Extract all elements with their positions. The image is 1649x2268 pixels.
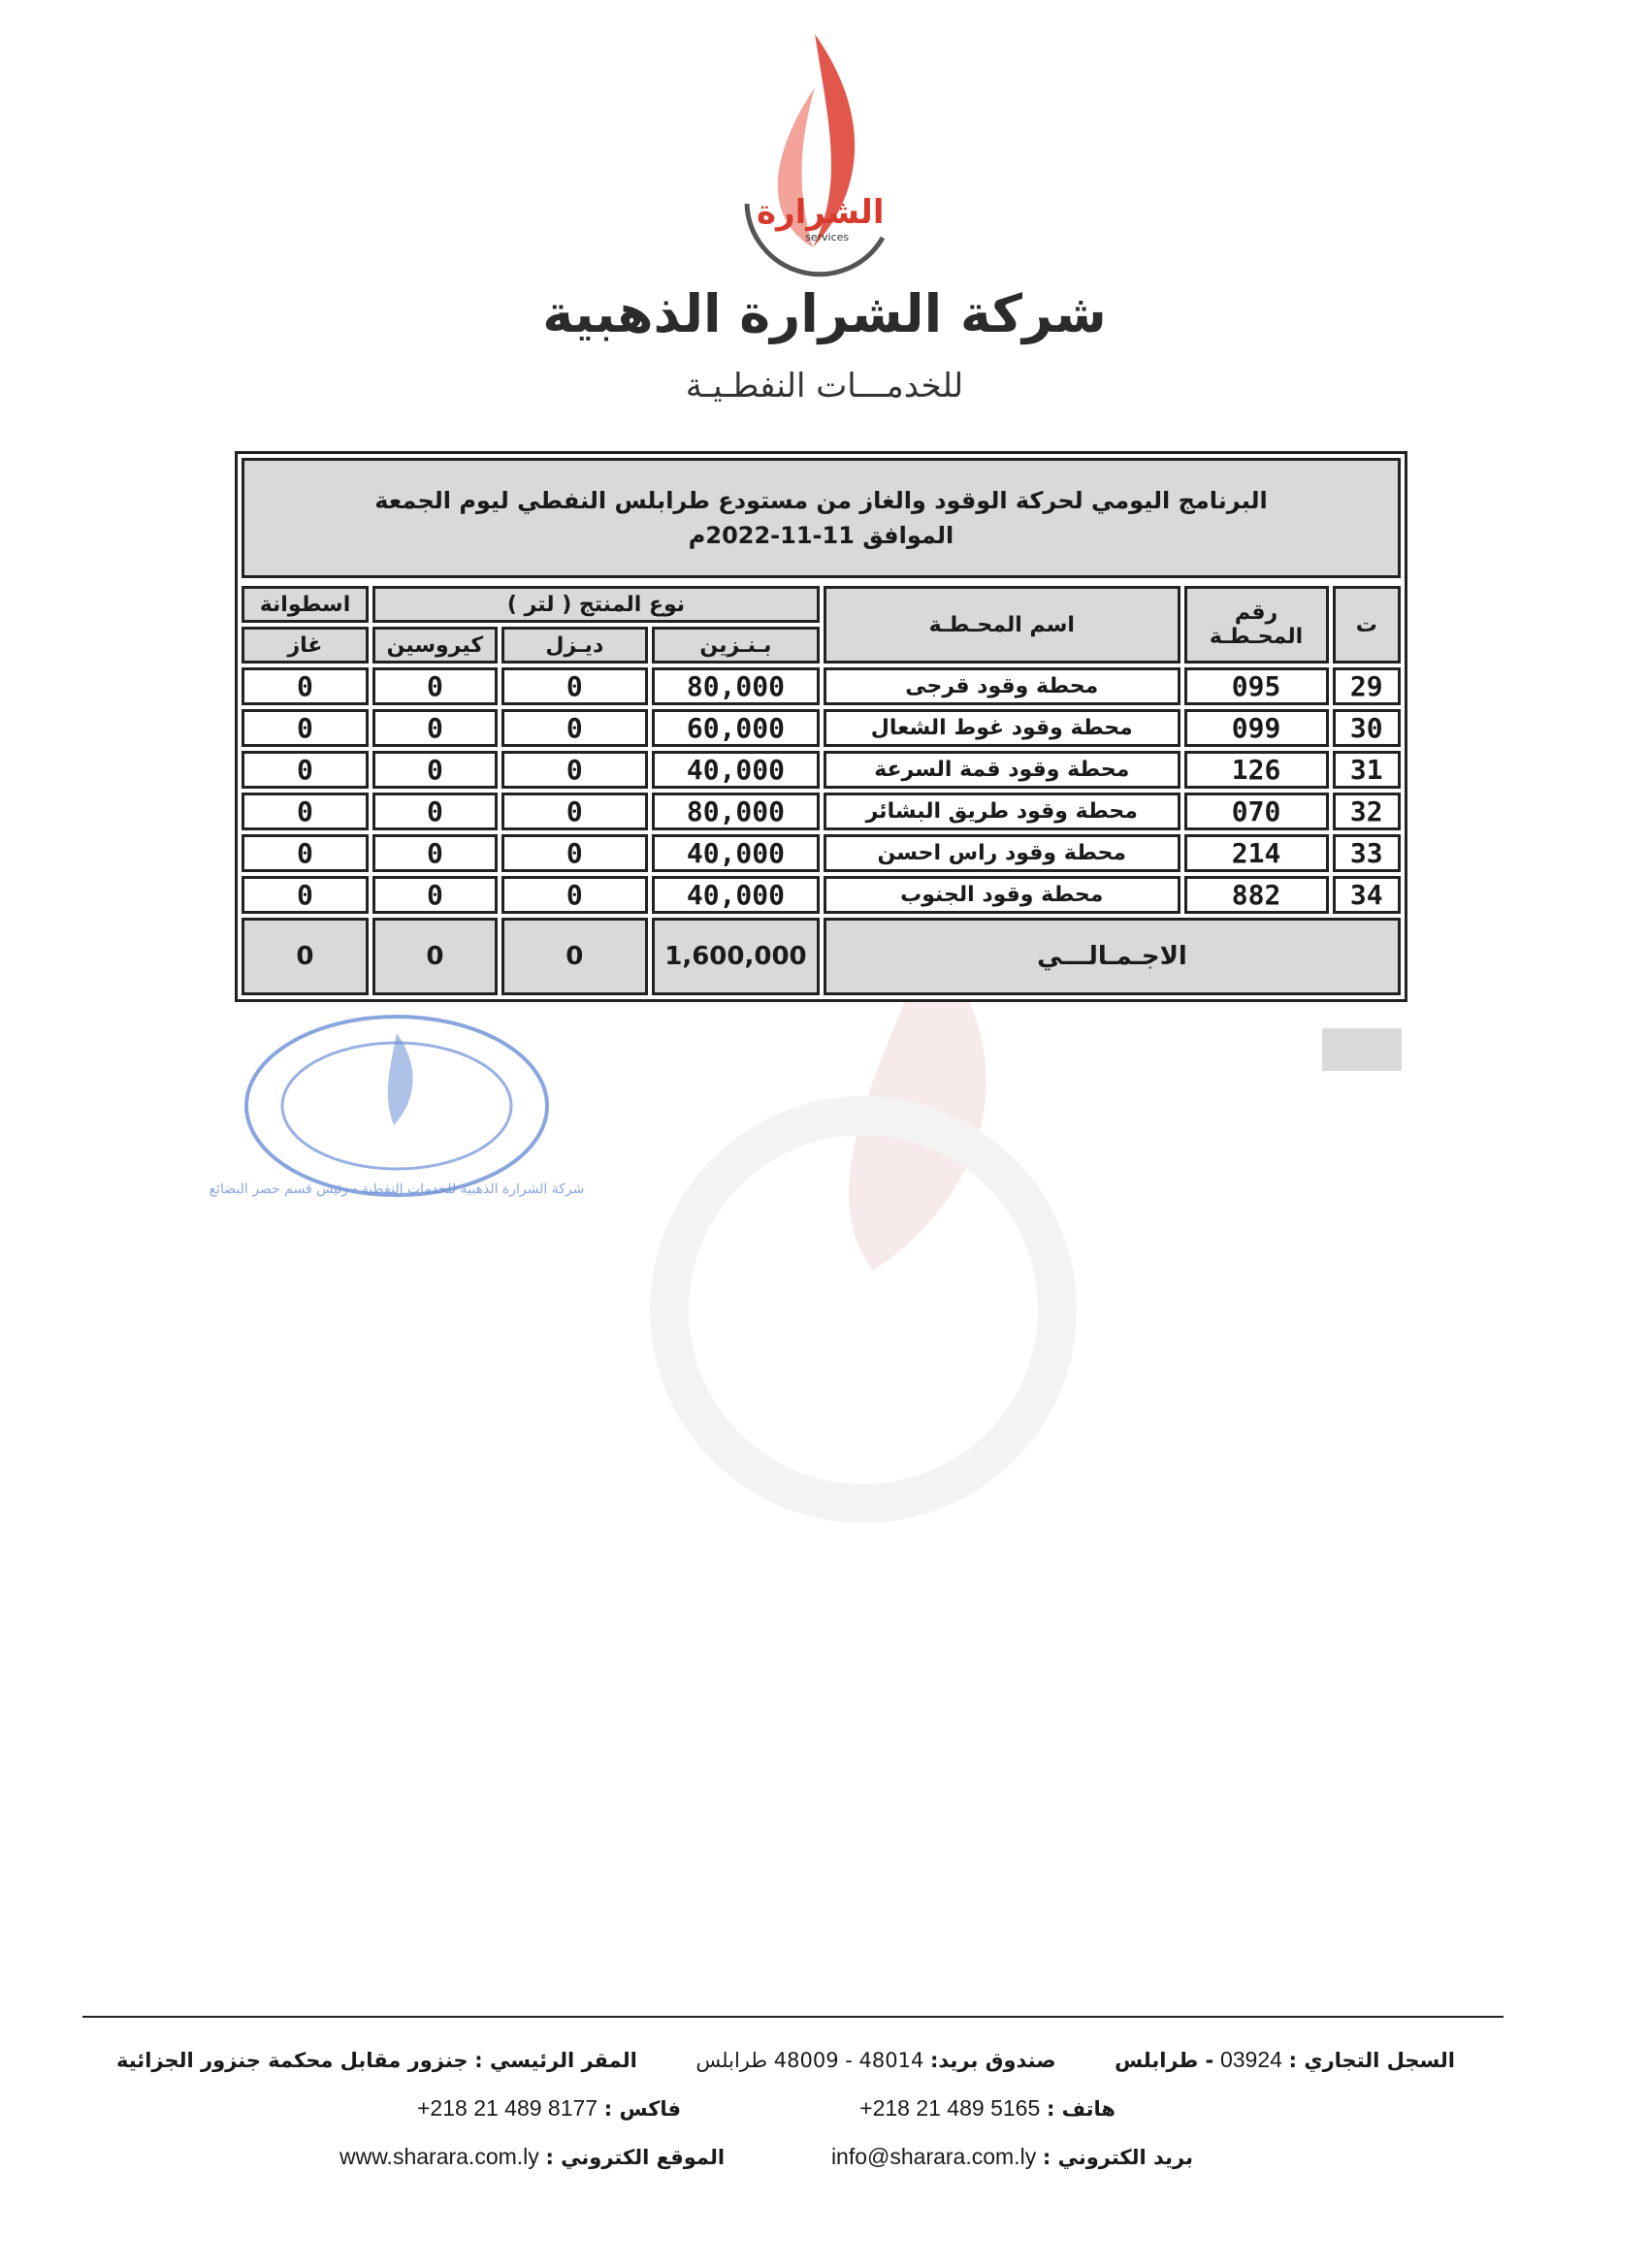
total-gasoline: 1,600,000: [652, 918, 820, 995]
footer-divider: [82, 2016, 1504, 2018]
row-gasoline: 80,000: [652, 793, 820, 830]
row-station-number: 095: [1184, 667, 1329, 705]
row-kerosene: 0: [372, 834, 498, 872]
background-watermark: [524, 902, 1203, 1581]
row-serial: 33: [1333, 834, 1401, 872]
header-station-number: رقم المحـطـة: [1184, 586, 1329, 664]
table-row: [242, 834, 1401, 872]
fax-value: +218 21 489 8177: [417, 2095, 598, 2121]
row-station-name: محطة وقود غوط الشعال: [824, 709, 1180, 747]
email-label: بريد الكتروني :: [1042, 2146, 1193, 2169]
row-diesel: 0: [501, 793, 648, 830]
phone-value: +218 21 489 5165: [859, 2095, 1041, 2121]
official-stamp: [209, 1009, 585, 1203]
row-diesel: 0: [501, 876, 648, 914]
company-name: شركة الشرارة الذهبية: [542, 283, 1107, 344]
footer-line-3: [340, 2144, 1193, 2170]
pobox-value: 48014 - 48009 طرابلس: [695, 2049, 924, 2072]
table-row: [242, 876, 1401, 914]
row-gas: 0: [242, 751, 369, 789]
row-diesel: 0: [501, 834, 648, 872]
svg-text:services: services: [805, 231, 850, 243]
phone-label: هاتف :: [1046, 2097, 1116, 2121]
company-logo: [698, 29, 931, 291]
row-station-name: محطة وقود قمة السرعة: [824, 751, 1180, 789]
total-row: [242, 918, 1401, 995]
row-station-number: 099: [1184, 709, 1329, 747]
header-cylinder: اسطوانة: [242, 586, 369, 623]
registry-value: 03924: [1219, 2047, 1282, 2072]
row-kerosene: 0: [372, 876, 498, 914]
row-diesel: 0: [501, 667, 648, 705]
row-gasoline: 40,000: [652, 834, 820, 872]
footer-line-2: [417, 2095, 1116, 2122]
row-serial: 30: [1333, 709, 1401, 747]
row-station-name: محطة وقود قرجى: [824, 667, 1180, 705]
row-gasoline: 40,000: [652, 751, 820, 789]
header-diesel: ديـزل: [501, 627, 648, 664]
hq-label: المقر الرئيسي :: [474, 2049, 637, 2072]
row-gas: 0: [242, 834, 369, 872]
company-tagline: للخدمـــات النفطـيـة: [685, 367, 964, 405]
row-serial: 31: [1333, 751, 1401, 789]
row-gasoline: 80,000: [652, 667, 820, 705]
data-table: [238, 582, 1405, 999]
registry-label: السجل التجاري :: [1288, 2049, 1455, 2072]
row-kerosene: 0: [372, 793, 498, 830]
footer-line-1: [116, 2047, 1455, 2073]
total-diesel: 0: [501, 918, 648, 995]
header-kerosene: كيروسين: [372, 627, 498, 664]
header-gas: غاز: [242, 627, 369, 664]
row-kerosene: 0: [372, 751, 498, 789]
row-station-number: 070: [1184, 793, 1329, 830]
total-gas: 0: [242, 918, 369, 995]
row-diesel: 0: [501, 709, 648, 747]
row-gas: 0: [242, 876, 369, 914]
header-serial: ت: [1333, 586, 1401, 664]
row-station-name: محطة وقود راس احسن: [824, 834, 1180, 872]
email-link[interactable]: info@sharara.com.ly: [830, 2144, 1037, 2169]
total-label: الاجـمـالـــي: [824, 918, 1401, 995]
fuel-distribution-table: [235, 451, 1407, 1002]
row-serial: 32: [1333, 793, 1401, 830]
row-station-name: محطة وقود الجنوب: [824, 876, 1180, 914]
row-diesel: 0: [501, 751, 648, 789]
report-title-line1: البرنامج اليومي لحركة الوقود والغاز من مستودع طرابلس النفطي ليوم الجمعة: [374, 487, 1268, 514]
svg-text:شركة الشرارة الذهبية للخدمات ا: شركة الشرارة الذهبية للخدمات النفطية - رئيس قسم حصر البضائع: [209, 1182, 585, 1197]
total-kerosene: 0: [372, 918, 498, 995]
row-station-name: محطة وقود طريق البشائر: [824, 793, 1180, 830]
row-gasoline: 60,000: [652, 709, 820, 747]
hq-value: جنزور مقابل محكمة جنزور الجزائية: [116, 2049, 469, 2072]
row-gasoline: 40,000: [652, 876, 820, 914]
report-title: [242, 458, 1401, 578]
row-station-number: 882: [1184, 876, 1329, 914]
website-label: الموقع الكتروني :: [545, 2146, 726, 2169]
registry-city: - طرابلس: [1115, 2049, 1214, 2072]
row-kerosene: 0: [372, 709, 498, 747]
row-station-number: 126: [1184, 751, 1329, 789]
row-gas: 0: [242, 709, 369, 747]
row-serial: 29: [1333, 667, 1401, 705]
row-station-number: 214: [1184, 834, 1329, 872]
fax-label: فاكس :: [603, 2097, 682, 2121]
website-link[interactable]: www.sharara.com.ly: [340, 2144, 539, 2169]
header-product-type: نوع المنتج ( لتر ): [372, 586, 820, 623]
table-row: [242, 709, 1401, 747]
table-row: [242, 751, 1401, 789]
row-kerosene: 0: [372, 667, 498, 705]
report-title-line2: الموافق 11-11-2022م: [688, 522, 954, 549]
row-serial: 34: [1333, 876, 1401, 914]
header-station-name: اسم المحـطـة: [824, 586, 1180, 664]
table-row: [242, 667, 1401, 705]
row-gas: 0: [242, 793, 369, 830]
table-row: [242, 793, 1401, 830]
svg-text:الشرارة: الشرارة: [757, 193, 885, 232]
pobox-label: صندوق بريد:: [930, 2049, 1056, 2072]
header-gasoline: بـنـزين: [652, 627, 820, 664]
row-gas: 0: [242, 667, 369, 705]
gray-shade-block: [1322, 1028, 1402, 1071]
